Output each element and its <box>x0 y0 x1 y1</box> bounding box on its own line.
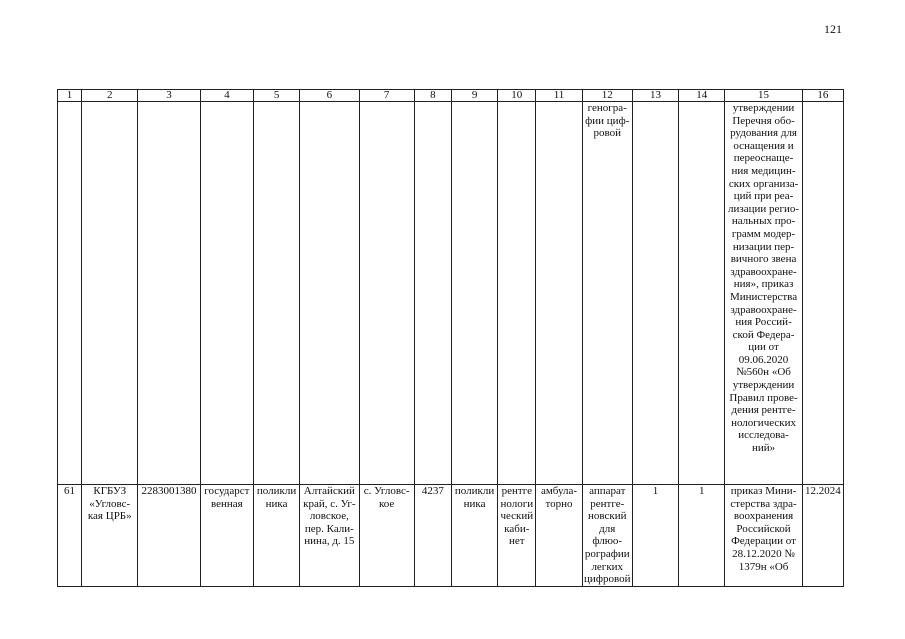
table-cell: государст венная <box>200 485 253 587</box>
table-row <box>58 102 844 485</box>
table-cell: 2283001380 <box>138 485 200 587</box>
column-header: 14 <box>679 90 725 102</box>
table-cell <box>414 102 451 485</box>
table-cell: с. Угловс- кое <box>359 485 414 587</box>
table-cell <box>679 102 725 485</box>
table-cell <box>498 102 536 485</box>
table-cell <box>200 102 253 485</box>
column-header: 5 <box>253 90 299 102</box>
table-cell: 12.2024 <box>802 485 843 587</box>
column-header: 16 <box>802 90 843 102</box>
column-header: 1 <box>58 90 82 102</box>
table-cell: приказ Мини- стерства здра- воохранения Российской Федерации от 28.12.2020 № 1379н «Об <box>725 485 802 587</box>
table-cell <box>82 102 138 485</box>
table-cell: 4237 <box>414 485 451 587</box>
column-header: 6 <box>300 90 359 102</box>
page-number: 121 <box>824 22 842 36</box>
table-cell: КГБУЗ «Угловс- кая ЦРБ» <box>82 485 138 587</box>
column-header: 11 <box>536 90 582 102</box>
table-cell: 1 <box>679 485 725 587</box>
column-header: 10 <box>498 90 536 102</box>
table-cell: амбула- торно <box>536 485 582 587</box>
column-header: 12 <box>582 90 632 102</box>
table-cell: Алтайский край, с. Уг- ловское, пер. Кали- нина, д. 15 <box>300 485 359 587</box>
table-cell: поликли ника <box>451 485 497 587</box>
table-cell: 61 <box>58 485 82 587</box>
column-header: 7 <box>359 90 414 102</box>
column-header: 2 <box>82 90 138 102</box>
table-row <box>58 485 844 587</box>
table-cell: поликли ника <box>253 485 299 587</box>
table-cell <box>536 102 582 485</box>
header-row <box>58 90 844 102</box>
column-header: 4 <box>200 90 253 102</box>
document-table <box>57 89 844 587</box>
table-cell <box>802 102 843 485</box>
table-cell <box>632 102 678 485</box>
table-cell <box>451 102 497 485</box>
table-cell: аппарат рентге- новский для флюо- рографии легких цифровой <box>584 485 631 586</box>
column-header: 13 <box>632 90 678 102</box>
table-cell: рентге нологи ческий каби- нет <box>498 485 536 587</box>
table-cell: 1 <box>632 485 678 587</box>
column-header: 8 <box>414 90 451 102</box>
table-cell: геногра- фии циф- ровой <box>582 102 632 485</box>
table-cell <box>359 102 414 485</box>
table-cell <box>300 102 359 485</box>
table-cell <box>253 102 299 485</box>
column-header: 9 <box>451 90 497 102</box>
table-cell: утверждении Перечня обо- рудования для оснащения и переоснаще- ния медицин- ских организа- ций при реа- лизации регио- нальных про- грамм модер- низации пер- вичного звена здравоохране- ния», приказ Министерства здравоохране- ния Россий- ской Федера- ции от 09.06.2020 №560н «Об утверждении Правил прове- дения рентге- нологических исследова- ний» <box>725 102 802 485</box>
column-header: 3 <box>138 90 200 102</box>
column-header: 15 <box>725 90 802 102</box>
table-cell <box>58 102 82 485</box>
table-cell <box>138 102 200 485</box>
